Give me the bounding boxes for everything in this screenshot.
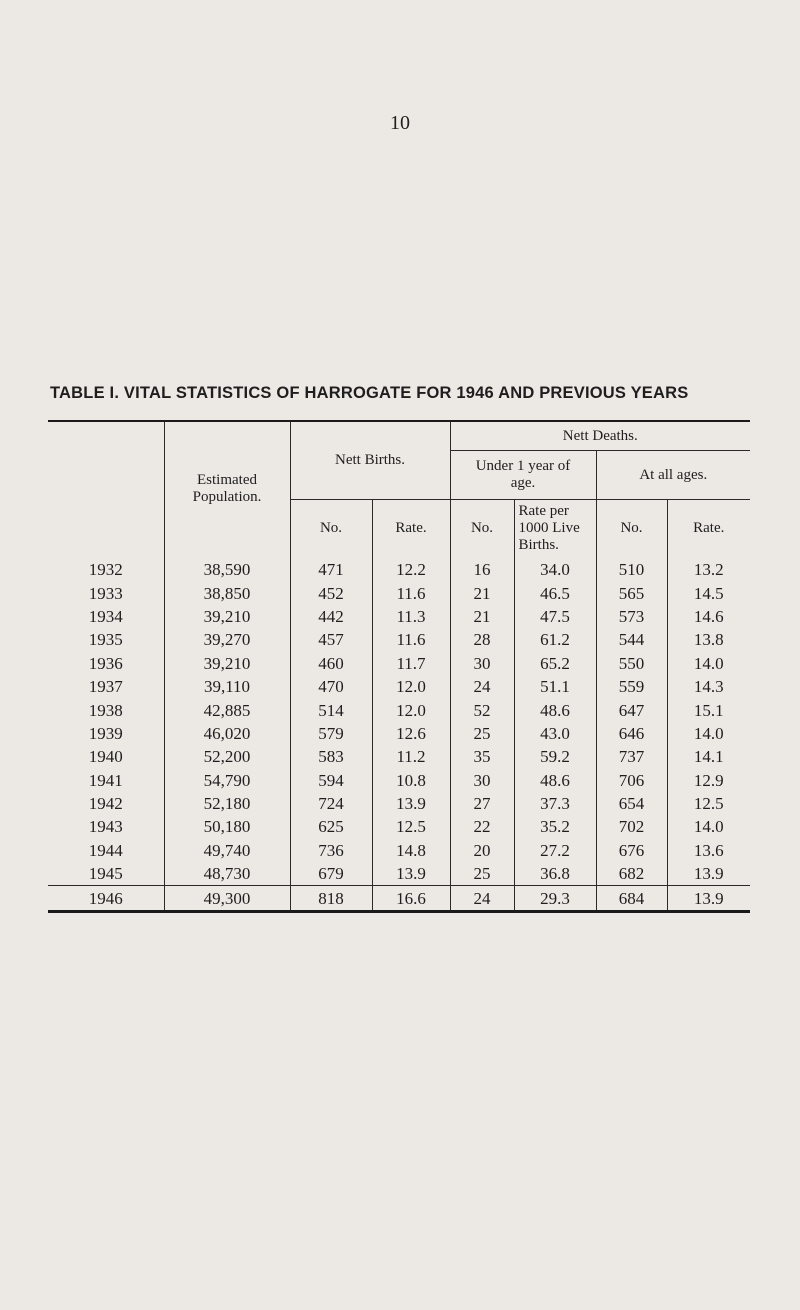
cell-infant-no: 22 [450, 815, 514, 838]
cell-deaths-rate: 13.9 [667, 862, 750, 886]
cell-births-no: 457 [290, 628, 372, 651]
cell-deaths-no: 550 [596, 652, 667, 675]
population-header-label: Estimated Population. [192, 472, 262, 505]
cell-year: 1941 [88, 770, 123, 790]
cell-infant-no: 30 [450, 769, 514, 792]
cell-population: 52,200 [164, 745, 290, 768]
cell-year: 1937 [88, 677, 123, 697]
infant-rate-header [514, 500, 596, 557]
cell-population: 49,740 [164, 839, 290, 862]
cell-infant-rate: 61.2 [514, 628, 596, 651]
cell-infant-no: 24 [450, 886, 514, 911]
cell-deaths-rate: 13.6 [667, 839, 750, 862]
cell-infant-no: 35 [450, 745, 514, 768]
table-body [48, 556, 750, 911]
cell-deaths-no: 646 [596, 722, 667, 745]
cell-births-rate: 11.7 [372, 652, 450, 675]
at-all-ages-header [596, 451, 750, 500]
cell-births-no: 594 [290, 769, 372, 792]
cell-population: 46,020 [164, 722, 290, 745]
cell-year: 1945 [88, 864, 123, 884]
cell-deaths-no: 544 [596, 628, 667, 651]
cell-population: 39,110 [164, 675, 290, 698]
cell-year: 1936 [88, 653, 123, 673]
cell-infant-rate: 48.6 [514, 698, 596, 721]
cell-births-rate: 13.9 [372, 792, 450, 815]
cell-population: 39,210 [164, 605, 290, 628]
table-row [48, 769, 750, 792]
deaths-no-header: No. [596, 500, 667, 557]
cell-population: 42,885 [164, 698, 290, 721]
under-1-year-header [450, 451, 596, 500]
table-row [48, 862, 750, 886]
nett-deaths-header [450, 421, 750, 451]
cell-infant-rate: 48.6 [514, 769, 596, 792]
cell-births-rate: 12.0 [372, 675, 450, 698]
cell-births-rate: 10.8 [372, 769, 450, 792]
cell-deaths-rate: 14.3 [667, 675, 750, 698]
cell-deaths-rate: 13.2 [667, 556, 750, 581]
cell-births-no: 470 [290, 675, 372, 698]
cell-year: 1944 [88, 840, 123, 860]
infant-no-header: No. [450, 500, 514, 557]
cell-infant-no: 25 [450, 722, 514, 745]
cell-population: 52,180 [164, 792, 290, 815]
cell-infant-no: 16 [450, 556, 514, 581]
cell-infant-no: 20 [450, 839, 514, 862]
cell-births-rate: 16.6 [372, 886, 450, 911]
cell-infant-no: 28 [450, 628, 514, 651]
cell-infant-rate: 34.0 [514, 556, 596, 581]
cell-year: 1939 [88, 723, 123, 743]
cell-infant-rate: 59.2 [514, 745, 596, 768]
cell-year: 1942 [88, 794, 123, 814]
cell-infant-rate: 46.5 [514, 581, 596, 604]
cell-births-no: 724 [290, 792, 372, 815]
table-row [48, 698, 750, 721]
cell-year: 1943 [88, 817, 123, 837]
cell-deaths-rate: 14.6 [667, 605, 750, 628]
cell-births-no: 460 [290, 652, 372, 675]
cell-births-rate: 12.5 [372, 815, 450, 838]
under-1-year-label: Under 1 year of age. [475, 458, 571, 491]
nett-births-label: Nett Births. [335, 452, 405, 468]
table-row [48, 652, 750, 675]
cell-births-no: 514 [290, 698, 372, 721]
cell-infant-no: 25 [450, 862, 514, 886]
births-no-header: No. [290, 500, 372, 557]
cell-births-no: 625 [290, 815, 372, 838]
cell-year: 1932 [88, 560, 123, 580]
cell-births-no: 579 [290, 722, 372, 745]
cell-deaths-rate: 12.5 [667, 792, 750, 815]
nett-deaths-label: Nett Deaths. [562, 427, 638, 444]
cell-deaths-no: 565 [596, 581, 667, 604]
population-header [164, 421, 290, 556]
cell-deaths-rate: 13.8 [667, 628, 750, 651]
cell-deaths-rate: 14.0 [667, 722, 750, 745]
cell-infant-no: 24 [450, 675, 514, 698]
cell-infant-rate: 36.8 [514, 862, 596, 886]
table-row [48, 745, 750, 768]
cell-deaths-rate: 14.0 [667, 652, 750, 675]
cell-births-no: 471 [290, 556, 372, 581]
cell-population: 39,210 [164, 652, 290, 675]
cell-population: 39,270 [164, 628, 290, 651]
cell-births-rate: 11.2 [372, 745, 450, 768]
cell-infant-rate: 35.2 [514, 815, 596, 838]
cell-births-no: 583 [290, 745, 372, 768]
cell-population: 54,790 [164, 769, 290, 792]
cell-deaths-no: 676 [596, 839, 667, 862]
cell-deaths-no: 702 [596, 815, 667, 838]
nett-births-header [290, 421, 450, 500]
cell-births-no: 442 [290, 605, 372, 628]
cell-deaths-no: 684 [596, 886, 667, 911]
cell-deaths-no: 510 [596, 556, 667, 581]
cell-infant-rate: 65.2 [514, 652, 596, 675]
cell-births-rate: 14.8 [372, 839, 450, 862]
cell-population: 50,180 [164, 815, 290, 838]
cell-births-no: 736 [290, 839, 372, 862]
cell-population: 38,850 [164, 581, 290, 604]
cell-deaths-rate: 14.5 [667, 581, 750, 604]
table-row [48, 886, 750, 911]
year-header-blank [48, 421, 164, 556]
cell-infant-no: 30 [450, 652, 514, 675]
births-rate-header: Rate. [372, 500, 450, 557]
table-row [48, 556, 750, 581]
cell-deaths-rate: 14.1 [667, 745, 750, 768]
cell-deaths-no: 706 [596, 769, 667, 792]
cell-births-no: 452 [290, 581, 372, 604]
cell-births-rate: 13.9 [372, 862, 450, 886]
at-all-ages-label: At all ages. [639, 466, 708, 483]
cell-births-rate: 11.3 [372, 605, 450, 628]
cell-deaths-rate: 15.1 [667, 698, 750, 721]
cell-infant-rate: 51.1 [514, 675, 596, 698]
cell-year: 1946 [48, 886, 164, 911]
cell-infant-rate: 47.5 [514, 605, 596, 628]
cell-year: 1935 [88, 630, 123, 650]
cell-year: 1940 [88, 747, 123, 767]
table-row [48, 792, 750, 815]
table-row [48, 839, 750, 862]
cell-births-rate: 12.2 [372, 556, 450, 581]
cell-births-rate: 12.0 [372, 698, 450, 721]
cell-deaths-no: 737 [596, 745, 667, 768]
cell-births-rate: 11.6 [372, 581, 450, 604]
page-number: 10 [390, 112, 410, 134]
table-row [48, 581, 750, 604]
cell-deaths-no: 654 [596, 792, 667, 815]
cell-births-no: 679 [290, 862, 372, 886]
cell-population: 38,590 [164, 556, 290, 581]
deaths-rate-header: Rate. [667, 500, 750, 557]
cell-infant-rate: 27.2 [514, 839, 596, 862]
table-row [48, 815, 750, 838]
cell-infant-no: 52 [450, 698, 514, 721]
cell-population: 48,730 [164, 862, 290, 886]
table-title: TABLE I. VITAL STATISTICS OF HARROGATE FOR 1946 AND PREVIOUS YEARS [50, 384, 689, 402]
cell-deaths-no: 682 [596, 862, 667, 886]
cell-year: 1933 [88, 583, 123, 603]
cell-deaths-rate: 13.9 [667, 886, 750, 911]
cell-year: 1938 [88, 700, 123, 720]
cell-infant-no: 27 [450, 792, 514, 815]
cell-infant-rate: 37.3 [514, 792, 596, 815]
infant-rate-label: Rate per 1000 Live Births. [518, 502, 580, 553]
cell-deaths-no: 559 [596, 675, 667, 698]
cell-infant-no: 21 [450, 605, 514, 628]
cell-population: 49,300 [164, 886, 290, 911]
cell-year: 1934 [88, 606, 123, 626]
cell-infant-no: 21 [450, 581, 514, 604]
table-row [48, 675, 750, 698]
cell-infant-rate: 43.0 [514, 722, 596, 745]
vital-statistics-table [48, 420, 750, 913]
cell-infant-rate: 29.3 [514, 886, 596, 911]
cell-deaths-rate: 12.9 [667, 769, 750, 792]
cell-deaths-no: 573 [596, 605, 667, 628]
table-row [48, 628, 750, 651]
table-row [48, 722, 750, 745]
cell-deaths-rate: 14.0 [667, 815, 750, 838]
cell-births-rate: 11.6 [372, 628, 450, 651]
cell-births-rate: 12.6 [372, 722, 450, 745]
cell-deaths-no: 647 [596, 698, 667, 721]
cell-births-no: 818 [290, 886, 372, 911]
table-row [48, 605, 750, 628]
